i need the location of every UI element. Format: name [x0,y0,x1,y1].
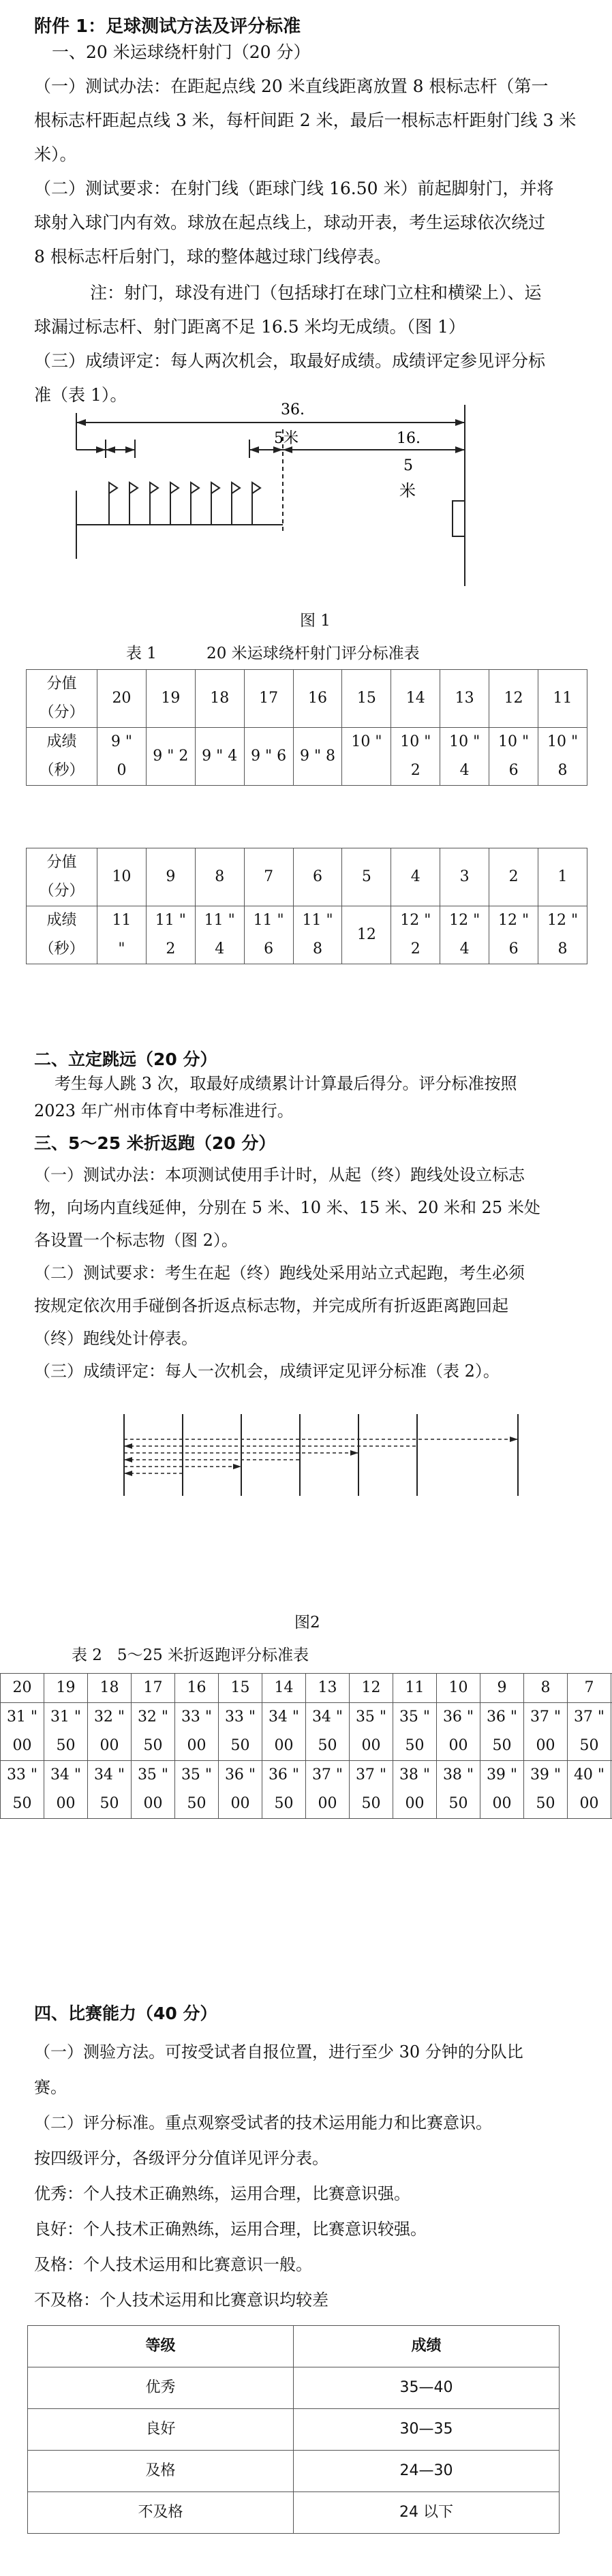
s4-grade-good: 良好：个人技术正确熟练，运用合理，比赛意识较强。 [34,2220,427,2239]
table-cell: 36 " 00 [219,1761,262,1819]
table-cell: 35 " 00 [132,1761,175,1819]
table-cell: 36 " 00 [437,1703,480,1761]
table-cell: 18 [88,1674,132,1703]
table-cell: 33 " 50 [219,1703,262,1761]
s4-grade-excellent: 优秀：个人技术正确熟练，运用合理，比赛意识强。 [34,2184,410,2203]
table-row: 分值 （分） 20 19 18 17 16 15 14 13 12 11 [27,670,587,728]
table-3 [27,2325,560,2534]
table-row: 不及格 24 以下 [28,2492,560,2534]
table-row: 优秀 35—40 [28,2367,560,2409]
table-cell: 38 " 50 [437,1761,480,1819]
table-row: 成绩 （秒） 9 " 0 9 " 2 9 " 4 9 " 6 9 " 8 10 " 10 " 2 10 " 4 10 " 6 10 " 8 [27,728,587,786]
s3-para1-line2: 物，向场内直线延伸，分别在 5 米、10 米、15 米、20 米和 25 米处 [34,1198,540,1217]
figure-1-caption: 图 1 [300,612,331,630]
table-1-caption: 表 1 20 米运球绕杆射门评分标准表 [126,645,420,662]
table-cell: 36 " 50 [262,1761,306,1819]
dim-16-label: 16. [397,430,420,447]
s4-para1-line2: 赛。 [34,2078,67,2097]
table-2 [0,1673,612,1819]
dim-36-label: 36. [281,401,305,418]
table-cell: 37 " 50 [350,1761,393,1819]
table-row: 及格 24—30 [28,2451,560,2492]
section1-heading: 一、20 米运球绕杆射门（20 分） [52,42,311,62]
table-cell: 10 [437,1674,480,1703]
s1-para1-line1: （一）测试办法：在距起点线 20 米直线距离放置 8 根标志杆（第一 [34,76,549,96]
table-cell: 40 " 00 [568,1761,611,1819]
table-cell: 35 " 50 [393,1703,437,1761]
s4-para1-line1: （一）测验方法。可按受试者自报位置，进行至少 30 分钟的分队比 [34,2042,523,2061]
dim-16-label-b: 5 [403,457,413,474]
s1-para2-line3: 8 根标志杆后射门，球的整体越过球门线停表。 [34,247,391,266]
table-cell: 32 " 50 [132,1703,175,1761]
section4-heading: 四、比赛能力（40 分） [34,2004,217,2023]
section3-heading: 三、5～25 米折返跑（20 分） [34,1133,276,1153]
table-cell: 12 [350,1674,393,1703]
table-cell: 8 [524,1674,568,1703]
table-row: 成绩 （秒） 11 " 11 " 2 11 " 4 11 " 6 11 " 8 12 12 " 2 12 " 4 12 " 6 12 " 8 [27,906,587,964]
table-row: 等级 成绩 [28,2326,560,2367]
s1-note-line2: 球漏过标志杆、射门距离不足 16.5 米均无成绩。（图 1） [34,317,465,337]
table-cell: 33 " 50 [1,1761,44,1819]
table-cell: 38 " 00 [393,1761,437,1819]
table-cell: 34 " 00 [262,1703,306,1761]
s3-para2-line2: 按规定依次用手碰倒各折返点标志物，并完成所有折返距离跑回起 [34,1296,508,1315]
table-cell: 39 " 00 [480,1761,524,1819]
table-cell: 13 [306,1674,350,1703]
table-cell: 34 " 50 [306,1703,350,1761]
s4-grade-pass: 及格：个人技术运用和比赛意识一般。 [34,2255,312,2274]
table-cell: 20 [1,1674,44,1703]
table-cell: 7 [568,1674,611,1703]
table-cell: 37 " 00 [524,1703,568,1761]
table-cell: 34 " 00 [44,1761,88,1819]
table-cell: 9 [480,1674,524,1703]
s3-para2-line3: （终）跑线处计停表。 [34,1329,198,1348]
table-row: 良好 30—35 [28,2409,560,2451]
dim-16-label-c: 米 [399,481,416,500]
table-row [1,1703,612,1761]
table-cell: 35 " 00 [350,1703,393,1761]
table-cell: 19 [44,1674,88,1703]
table-cell: 34 " 50 [88,1761,132,1819]
table-cell: 31 " 50 [44,1703,88,1761]
s1-para2-line2: 球射入球门内有效。球放在起点线上，球动开表，考生运球依次绕过 [34,213,546,232]
s3-para2-line1: （二）测试要求：考生在起（终）跑线处采用站立式起跑，考生必须 [34,1263,525,1283]
table-cell: 11 [393,1674,437,1703]
table-cell: 37 " 00 [306,1761,350,1819]
table-cell: 32 " 00 [88,1703,132,1761]
s3-para1-line3: 各设置一个标志物（图 2）。 [34,1231,238,1250]
s2-para-line1: 考生每人跳 3 次，取最好成绩累计计算最后得分。评分标准按照 [55,1074,517,1093]
s4-para2: （二）评分标准。重点观察受试者的技术运用能力和比赛意识。 [34,2113,492,2132]
table-row [1,1761,612,1819]
s3-para3-line1: （三）成绩评定：每人一次机会，成绩评定见评分标准（表 2）。 [34,1362,500,1381]
s1-para3-line1: （三）成绩评定：每人两次机会，取最好成绩。成绩评定参见评分标 [34,351,546,371]
s1-para1-line3: 米）。 [34,144,77,164]
table-row: 分值 （分） 10 9 8 7 6 5 4 3 2 1 [27,848,587,906]
doc-title: 附件 1：足球测试方法及评分标准 [34,16,301,37]
s1-note-line1: 注：射门，球没有进门（包括球打在球门立柱和横梁上）、运 [90,283,542,303]
table-cell: 15 [219,1674,262,1703]
s2-para-line2: 2023 年广州市体育中考标准进行。 [34,1101,294,1120]
s1-para1-line2: 根标志杆距起点线 3 米，每杆间距 2 米，最后一根标志杆距射门线 3 米 [34,110,577,130]
s4-grade-fail: 不及格：个人技术运用和比赛意识均较差 [34,2290,328,2310]
table-cell: 31 " 00 [1,1703,44,1761]
table-2-caption: 表 2 5～25 米折返跑评分标准表 [72,1646,309,1664]
table-cell: 17 [132,1674,175,1703]
table-cell: 14 [262,1674,306,1703]
table-cell: 35 " 50 [175,1761,219,1819]
table-row [1,1674,612,1703]
table-cell: 16 [175,1674,219,1703]
s4-para3: 按四级评分，各级评分分值详见评分表。 [34,2149,328,2168]
s1-para3-line2: 准（表 1）。 [34,385,127,405]
table-cell: 36 " 50 [480,1703,524,1761]
section2-heading: 二、立定跳远（20 分） [34,1049,217,1069]
table-cell: 37 " 50 [568,1703,611,1761]
figure-2-caption: 图2 [294,1614,320,1631]
table-cell: 39 " 50 [524,1761,568,1819]
s3-para1-line1: （一）测试办法：本项测试使用手计时，从起（终）跑线处设立标志 [34,1165,525,1184]
dim-5-label: 5米 [274,430,299,447]
s1-para2-line1: （二）测试要求：在射门线（距球门线 16.50 米）前起脚射门，并将 [34,179,554,198]
table-cell: 33 " 00 [175,1703,219,1761]
